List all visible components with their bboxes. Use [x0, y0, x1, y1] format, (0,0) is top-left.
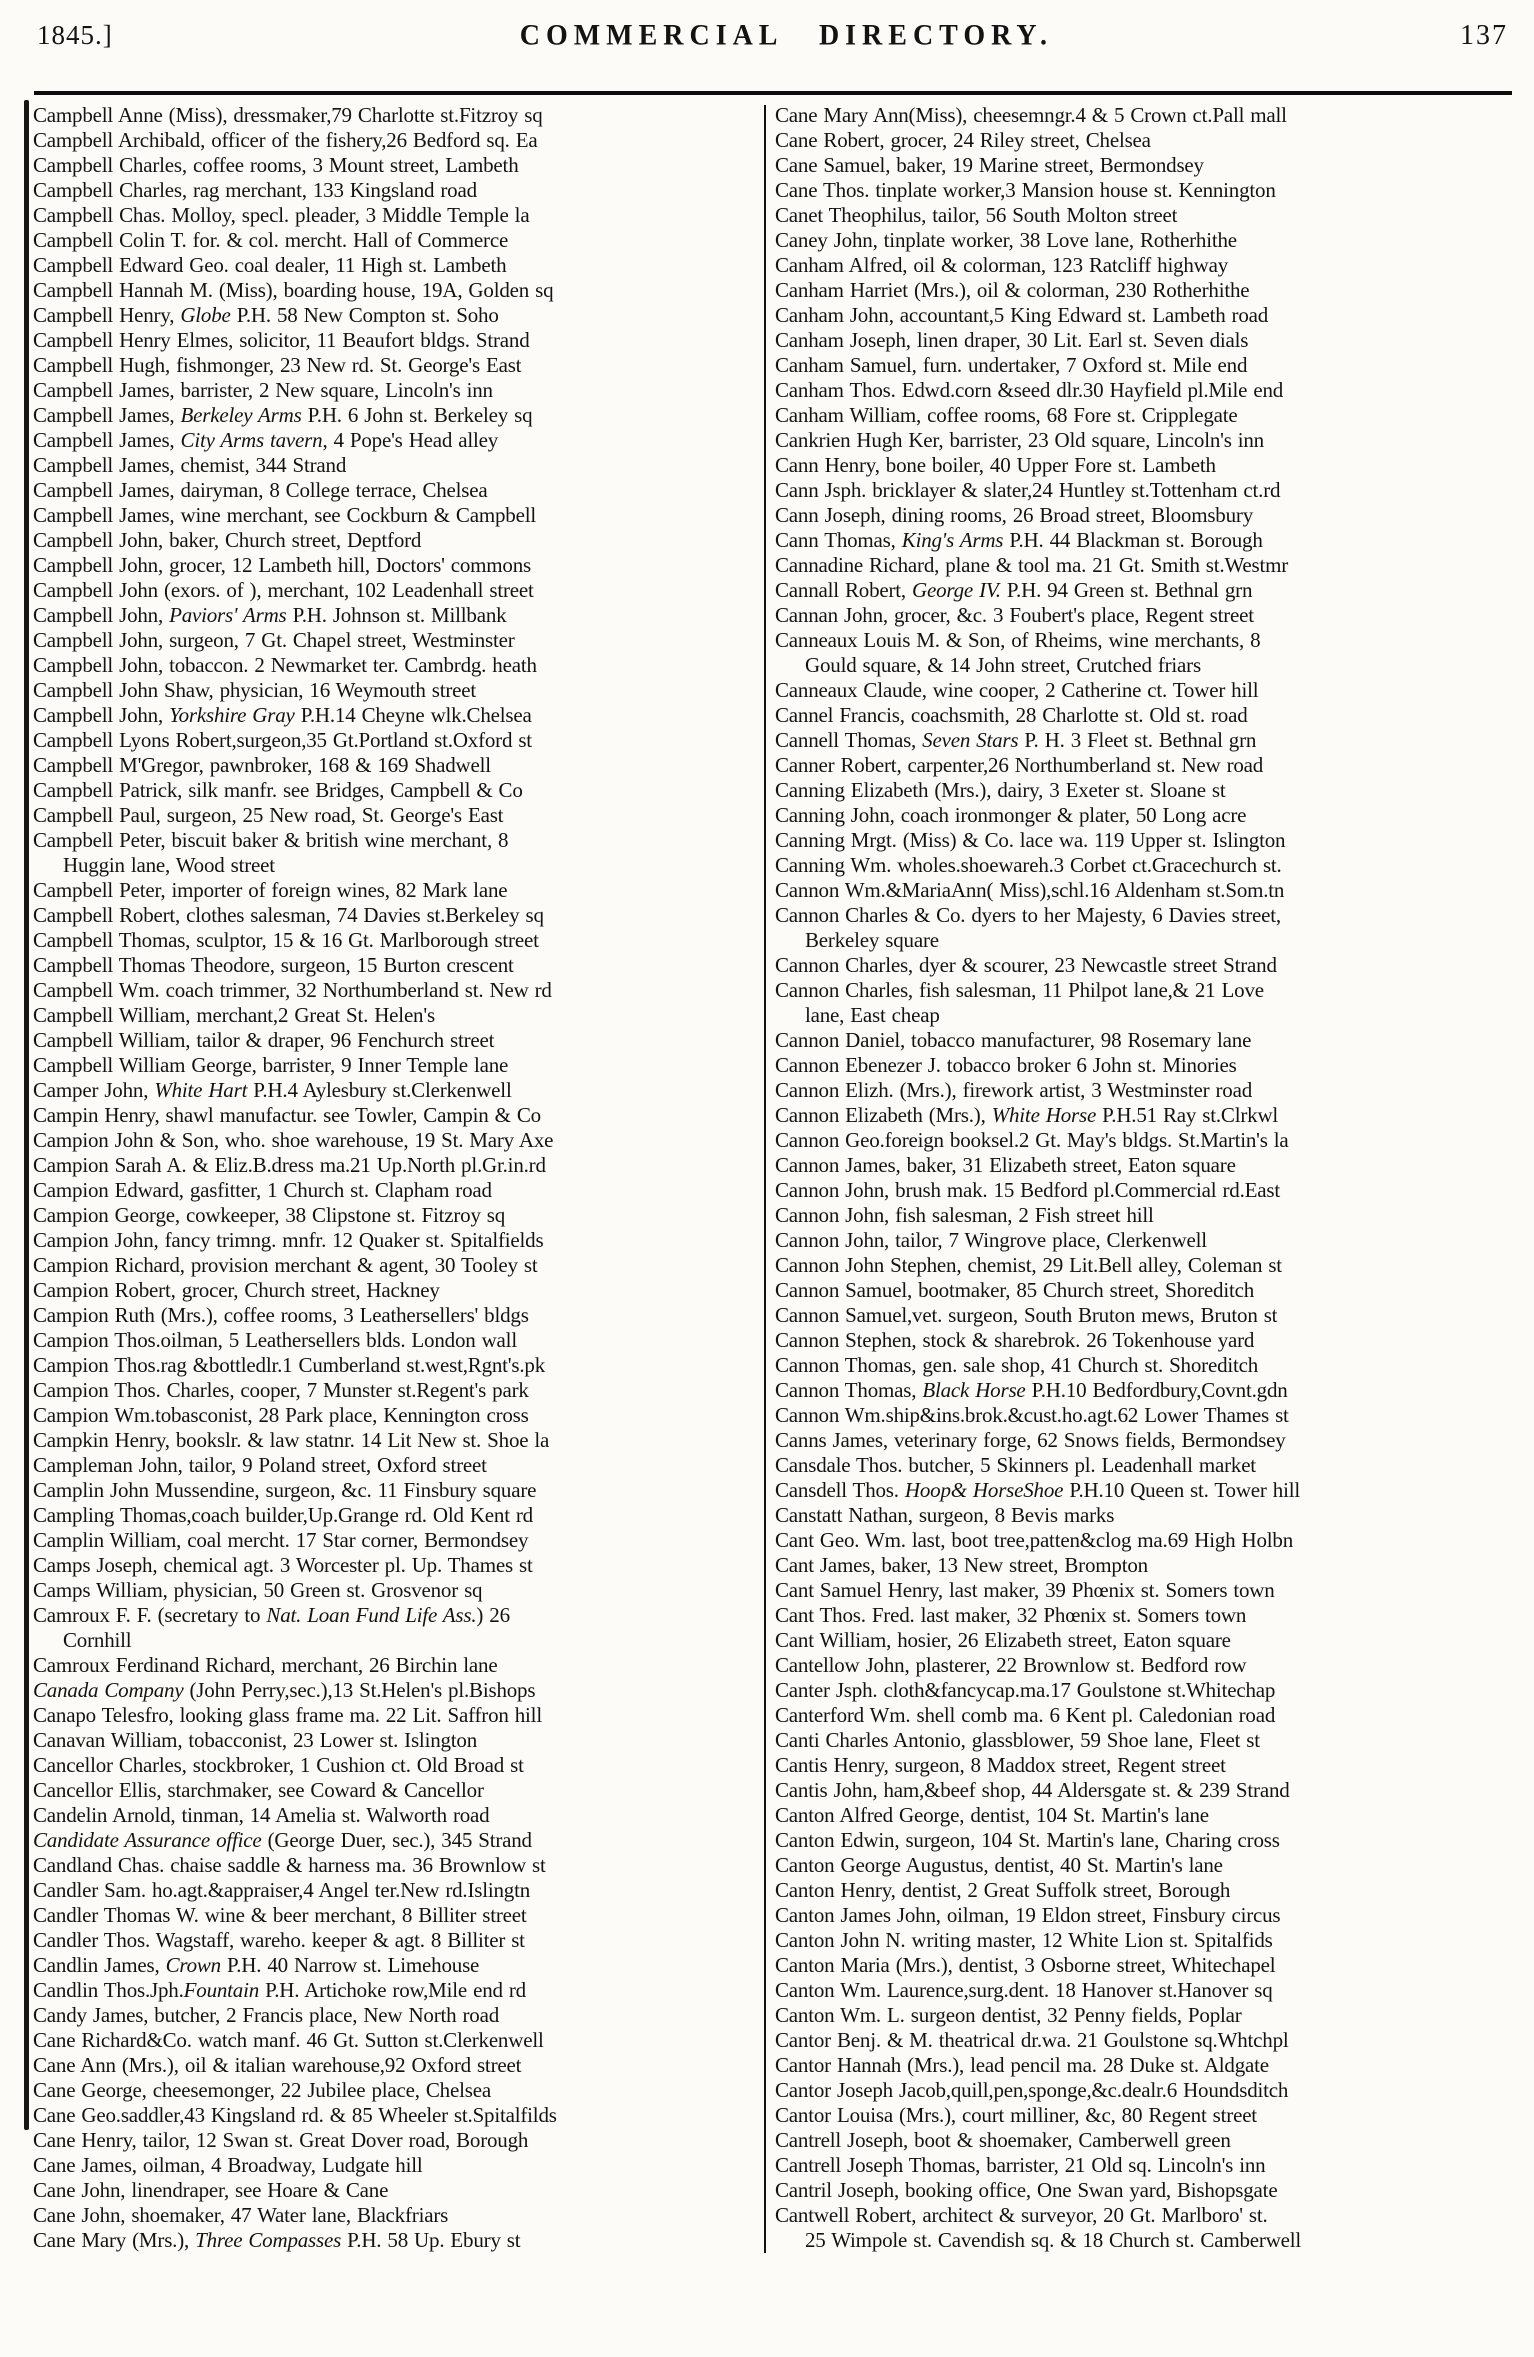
directory-entry: Cantwell Robert, architect & surveyor, 20 Gt. Marlboro' st.: [775, 2203, 1268, 2227]
directory-entry: lane, East cheap: [805, 1003, 940, 1027]
directory-entry: Camplin John Mussendine, surgeon, &c. 11 Finsbury square: [33, 1478, 537, 1502]
directory-entry: Canning John, coach ironmonger & plater, 50 Long acre: [775, 803, 1247, 827]
directory-entry: Cannon Samuel,vet. surgeon, South Bruton mews, Bruton st: [775, 1303, 1278, 1327]
directory-entry: Campbell Peter, importer of foreign wines, 82 Mark lane: [33, 878, 508, 902]
directory-entry: Cane Ann (Mrs.), oil & italian warehouse,92 Oxford street: [33, 2053, 522, 2077]
directory-entry: Campbell Lyons Robert,surgeon,35 Gt.Portland st.Oxford st: [33, 728, 532, 752]
directory-entry: Cancellor Charles, stockbroker, 1 Cushion ct. Old Broad st: [33, 1753, 524, 1777]
directory-entry: Cannon Elizh. (Mrs.), firework artist, 3 Westminster road: [775, 1078, 1253, 1102]
directory-entry: Canning Wm. wholes.shoewareh.3 Corbet ct.Gracechurch st.: [775, 853, 1282, 877]
directory-entry: Campbell James, chemist, 344 Strand: [33, 453, 347, 477]
directory-entry: Canner Robert, carpenter,26 Northumberland st. New road: [775, 753, 1264, 777]
directory-entry: Campkin Henry, bookslr. & law statnr. 14 Lit New st. Shoe la: [33, 1428, 550, 1452]
directory-entry: Campbell Anne (Miss), dressmaker,79 Charlotte st.Fitzroy sq: [33, 103, 543, 127]
directory-entry: Campbell Thomas, sculptor, 15 & 16 Gt. Marlborough street: [33, 928, 539, 952]
directory-entry: Cannon John, tailor, 7 Wingrove place, Clerkenwell: [775, 1228, 1207, 1252]
directory-entry: Campbell John (exors. of ), merchant, 102 Leadenhall street: [33, 578, 534, 602]
directory-entry: Cann Jsph. bricklayer & slater,24 Huntley st.Tottenham ct.rd: [775, 478, 1281, 502]
directory-entry: Candler Thomas W. wine & beer merchant, 8 Billiter street: [33, 1903, 527, 1927]
directory-entry: Cannon Samuel, bootmaker, 85 Church street, Shoreditch: [775, 1278, 1255, 1302]
directory-entry: Cann Thomas, King's Arms P.H. 44 Blackman st. Borough: [775, 528, 1263, 552]
directory-entry: Cannel Francis, coachsmith, 28 Charlotte st. Old st. road: [775, 703, 1248, 727]
directory-entry: Campbell William, merchant,2 Great St. Helen's: [33, 1003, 435, 1027]
directory-entry: Cane Robert, grocer, 24 Riley street, Chelsea: [775, 128, 1151, 152]
directory-entry: Campion Richard, provision merchant & agent, 30 Tooley st: [33, 1253, 538, 1277]
directory-entry: Campbell Robert, clothes salesman, 74 Davies st.Berkeley sq: [33, 903, 544, 927]
directory-entry: Cantor Hannah (Mrs.), lead pencil ma. 28 Duke st. Aldgate: [775, 2053, 1269, 2077]
directory-entry: Cane Samuel, baker, 19 Marine street, Bermondsey: [775, 153, 1204, 177]
directory-entry: Canton John N. writing master, 12 White Lion st. Spitalfids: [775, 1928, 1273, 1952]
directory-entry: Cansdale Thos. butcher, 5 Skinners pl. Leadenhall market: [775, 1453, 1256, 1477]
directory-entry: Cantril Joseph, booking office, One Swan yard, Bishopsgate: [775, 2178, 1278, 2202]
directory-entry: Cane Geo.saddler,43 Kingsland rd. & 85 Wheeler st.Spitalfilds: [33, 2103, 557, 2127]
directory-entry: Candidate Assurance office (George Duer, sec.), 345 Strand: [33, 1828, 532, 1852]
directory-entry: Cane Thos. tinplate worker,3 Mansion house st. Kennington: [775, 178, 1276, 202]
directory-entry: Cant James, baker, 13 New street, Brompton: [775, 1553, 1148, 1577]
directory-entry: Canton Alfred George, dentist, 104 St. Martin's lane: [775, 1803, 1209, 1827]
directory-entry: Cansdell Thos. Hoop& HorseShoe P.H.10 Queen st. Tower hill: [775, 1478, 1300, 1502]
directory-entry: Canet Theophilus, tailor, 56 South Molton street: [775, 203, 1178, 227]
directory-entry: Cannon Geo.foreign booksel.2 Gt. May's bldgs. St.Martin's la: [775, 1128, 1289, 1152]
directory-entry: Canterford Wm. shell comb ma. 6 Kent pl. Caledonian road: [775, 1703, 1276, 1727]
directory-entry: Camper John, White Hart P.H.4 Aylesbury st.Clerkenwell: [33, 1078, 512, 1102]
directory-entry: Campion Edward, gasfitter, 1 Church st. Clapham road: [33, 1178, 492, 1202]
directory-entry: Campion Robert, grocer, Church street, Hackney: [33, 1278, 440, 1302]
directory-entry: Canham Alfred, oil & colorman, 123 Ratcliff highway: [775, 253, 1229, 277]
directory-entry: Canham Joseph, linen draper, 30 Lit. Earl st. Seven dials: [775, 328, 1249, 352]
directory-entry: Cantellow John, plasterer, 22 Brownlow st. Bedford row: [775, 1653, 1247, 1677]
directory-entry: Cancellor Ellis, starchmaker, see Coward & Cancellor: [33, 1778, 484, 1802]
directory-entry: Candler Thos. Wagstaff, wareho. keeper & agt. 8 Billiter st: [33, 1928, 525, 1952]
directory-entry: Canter Jsph. cloth&fancycap.ma.17 Goulstone st.Whitechap: [775, 1678, 1276, 1702]
page-number: 137: [1459, 20, 1508, 51]
directory-entry: Canstatt Nathan, surgeon, 8 Bevis marks: [775, 1503, 1115, 1527]
directory-entry: Cannell Thomas, Seven Stars P. H. 3 Fleet st. Bethnal grn: [775, 728, 1257, 752]
directory-entry: Canneaux Louis M. & Son, of Rheims, wine merchants, 8: [775, 628, 1261, 652]
directory-entry: Cane Mary Ann(Miss), cheesemngr.4 & 5 Crown ct.Pall mall: [775, 103, 1287, 127]
directory-entry: Candler Sam. ho.agt.&appraiser,4 Angel ter.New rd.Islingtn: [33, 1878, 531, 1902]
scan-gutter-artifact: [24, 100, 29, 2130]
directory-entry: Campbell James, dairyman, 8 College terrace, Chelsea: [33, 478, 488, 502]
header-rule: [34, 91, 1512, 95]
directory-entry: Canti Charles Antonio, glassblower, 59 Shoe lane, Fleet st: [775, 1728, 1260, 1752]
directory-entry: Cankrien Hugh Ker, barrister, 23 Old square, Lincoln's inn: [775, 428, 1264, 452]
directory-entry: Campion Thos.oilman, 5 Leathersellers blds. London wall: [33, 1328, 517, 1352]
directory-entry: Camroux F. F. (secretary to Nat. Loan Fund Life Ass.) 26: [33, 1603, 510, 1627]
directory-entry: Canham Thos. Edwd.corn &seed dlr.30 Hayfield pl.Mile end: [775, 378, 1284, 402]
directory-entry: Campbell James, wine merchant, see Cockburn & Campbell: [33, 503, 536, 527]
directory-entry: Candy James, butcher, 2 Francis place, New North road: [33, 2003, 500, 2027]
directory-column-right: [775, 103, 1497, 2253]
directory-entry: Campbell Edward Geo. coal dealer, 11 High st. Lambeth: [33, 253, 507, 277]
directory-entry: Cannadine Richard, plane & tool ma. 21 Gt. Smith st.Westmr: [775, 553, 1289, 577]
directory-entry: Canton Wm. L. surgeon dentist, 32 Penny fields, Poplar: [775, 2003, 1242, 2027]
directory-entry: Cannon John, brush mak. 15 Bedford pl.Commercial rd.East: [775, 1178, 1280, 1202]
directory-entry: Canton Henry, dentist, 2 Great Suffolk street, Borough: [775, 1878, 1231, 1902]
directory-entry: Campin Henry, shawl manufactur. see Towler, Campin & Co: [33, 1103, 541, 1127]
directory-entry: Cannon Ebenezer J. tobacco broker 6 John st. Minories: [775, 1053, 1237, 1077]
directory-entry: Campbell John, Paviors' Arms P.H. Johnson st. Millbank: [33, 603, 507, 627]
directory-entry: Canton James John, oilman, 19 Eldon street, Finsbury circus: [775, 1903, 1281, 1927]
directory-entry: Candlin James, Crown P.H. 40 Narrow st. Limehouse: [33, 1953, 480, 1977]
directory-entry: Campion John, fancy trimng. mnfr. 12 Quaker st. Spitalfields: [33, 1228, 544, 1252]
directory-entry: Campbell James, City Arms tavern, 4 Pope's Head alley: [33, 428, 499, 452]
directory-entry: Canham John, accountant,5 King Edward st. Lambeth road: [775, 303, 1269, 327]
directory-entry: Cannall Robert, George IV. P.H. 94 Green st. Bethnal grn: [775, 578, 1253, 602]
directory-entry: Cornhill: [63, 1628, 132, 1652]
directory-entry: Cannon Thomas, gen. sale shop, 41 Church st. Shoreditch: [775, 1353, 1259, 1377]
directory-entry: Campbell John, surgeon, 7 Gt. Chapel street, Westminster: [33, 628, 515, 652]
directory-entry: Canham William, coffee rooms, 68 Fore st. Cripplegate: [775, 403, 1238, 427]
directory-entry: Cane Mary (Mrs.), Three Compasses P.H. 58 Up. Ebury st: [33, 2228, 521, 2252]
directory-entry: Campbell John, tobaccon. 2 Newmarket ter. Cambrdg. heath: [33, 653, 537, 677]
directory-entry: Berkeley square: [805, 928, 939, 952]
directory-entry: Cannon Stephen, stock & sharebrok. 26 Tokenhouse yard: [775, 1328, 1255, 1352]
directory-entry: Canham Harriet (Mrs.), oil & colorman, 230 Rotherhithe: [775, 278, 1250, 302]
directory-entry: Camps William, physician, 50 Green st. Grosvenor sq: [33, 1578, 483, 1602]
directory-entry: Caney John, tinplate worker, 38 Love lane, Rotherhithe: [775, 228, 1237, 252]
directory-entry: Cane John, shoemaker, 47 Water lane, Blackfriars: [33, 2203, 449, 2227]
directory-entry: Cantor Benj. & M. theatrical dr.wa. 21 Goulstone sq.Whtchpl: [775, 2028, 1289, 2052]
column-divider-rule: [764, 105, 766, 2253]
year-label: 1845.]: [37, 20, 113, 50]
directory-entry: Cannon Thomas, Black Horse P.H.10 Bedfordbury,Covnt.gdn: [775, 1378, 1288, 1402]
directory-entry: Cannon Wm.ship&ins.brok.&cust.ho.agt.62 Lower Thames st: [775, 1403, 1289, 1427]
directory-entry: Camps Joseph, chemical agt. 3 Worcester pl. Up. Thames st: [33, 1553, 533, 1577]
directory-entry: Canham Samuel, furn. undertaker, 7 Oxford st. Mile end: [775, 353, 1248, 377]
directory-entry: Campbell Henry, Globe P.H. 58 New Compton st. Soho: [33, 303, 499, 327]
directory-columns: [33, 103, 1516, 2253]
directory-entry: Campbell William, tailor & draper, 96 Fenchurch street: [33, 1028, 495, 1052]
directory-entry: Cantrell Joseph Thomas, barrister, 21 Old sq. Lincoln's inn: [775, 2153, 1266, 2177]
directory-entry: Canneaux Claude, wine cooper, 2 Catherine ct. Tower hill: [775, 678, 1259, 702]
directory-entry: Canapo Telesfro, looking glass frame ma. 22 Lit. Saffron hill: [33, 1703, 542, 1727]
directory-entry: Campbell Peter, biscuit baker & british wine merchant, 8: [33, 828, 509, 852]
directory-entry: Candlin Thos.Jph.Fountain P.H. Artichoke row,Mile end rd: [33, 1978, 526, 2002]
directory-entry: Campbell Thomas Theodore, surgeon, 15 Burton crescent: [33, 953, 514, 977]
directory-entry: Cane George, cheesemonger, 22 Jubilee place, Chelsea: [33, 2078, 491, 2102]
directory-entry: Cant Samuel Henry, last maker, 39 Phœnix st. Somers town: [775, 1578, 1275, 1602]
directory-entry: Cane John, linendraper, see Hoare & Cane: [33, 2178, 389, 2202]
directory-entry: Cantis Henry, surgeon, 8 Maddox street, Regent street: [775, 1753, 1226, 1777]
directory-entry: Candelin Arnold, tinman, 14 Amelia st. Walworth road: [33, 1803, 490, 1827]
directory-entry: Cann Henry, bone boiler, 40 Upper Fore st. Lambeth: [775, 453, 1216, 477]
directory-entry: Campbell Wm. coach trimmer, 32 Northumberland st. New rd: [33, 978, 552, 1002]
directory-entry: Cannon Daniel, tobacco manufacturer, 98 Rosemary lane: [775, 1028, 1252, 1052]
directory-entry: Cantor Joseph Jacob,quill,pen,sponge,&c.dealr.6 Houndsditch: [775, 2078, 1289, 2102]
directory-entry: Campion Thos.rag &bottledlr.1 Cumberland st.west,Rgnt's.pk: [33, 1353, 546, 1377]
directory-entry: Campbell John, Yorkshire Gray P.H.14 Cheyne wlk.Chelsea: [33, 703, 532, 727]
directory-entry: Campbell John Shaw, physician, 16 Weymouth street: [33, 678, 477, 702]
directory-entry: Campbell Archibald, officer of the fishery,26 Bedford sq. Ea: [33, 128, 538, 152]
directory-entry: Campling Thomas,coach builder,Up.Grange rd. Old Kent rd: [33, 1503, 533, 1527]
directory-entry: Campion Thos. Charles, cooper, 7 Munster st.Regent's park: [33, 1378, 529, 1402]
directory-column-left: [33, 103, 755, 2253]
directory-entry: Campbell Chas. Molloy, specl. pleader, 3 Middle Temple la: [33, 203, 530, 227]
directory-entry: Cant Geo. Wm. last, boot tree,patten&clog ma.69 High Holbn: [775, 1528, 1293, 1552]
directory-entry: Campbell Charles, coffee rooms, 3 Mount street, Lambeth: [33, 153, 519, 177]
directory-entry: Cannon Elizabeth (Mrs.), White Horse P.H.51 Ray st.Clrkwl: [775, 1103, 1279, 1127]
directory-entry: Cane Henry, tailor, 12 Swan st. Great Dover road, Borough: [33, 2128, 529, 2152]
directory-entry: Camroux Ferdinand Richard, merchant, 26 Birchin lane: [33, 1653, 498, 1677]
directory-entry: Campion Ruth (Mrs.), coffee rooms, 3 Leathersellers' bldgs: [33, 1303, 529, 1327]
directory-entry: Cantis John, ham,&beef shop, 44 Aldersgate st. & 239 Strand: [775, 1778, 1290, 1802]
directory-entry: Campbell William George, barrister, 9 Inner Temple lane: [33, 1053, 509, 1077]
directory-entry: Campbell Charles, rag merchant, 133 Kingsland road: [33, 178, 477, 202]
directory-entry: Campbell Hannah M. (Miss), boarding house, 19A, Golden sq: [33, 278, 554, 302]
directory-entry: Canton Maria (Mrs.), dentist, 3 Osborne street, Whitechapel: [775, 1953, 1276, 1977]
directory-entry: Canning Mrgt. (Miss) & Co. lace wa. 119 Upper st. Islington: [775, 828, 1286, 852]
directory-entry: Campbell John, grocer, 12 Lambeth hill, Doctors' commons: [33, 553, 531, 577]
directory-entry: Cantrell Joseph, boot & shoemaker, Camberwell green: [775, 2128, 1231, 2152]
directory-entry: Campleman John, tailor, 9 Poland street, Oxford street: [33, 1453, 487, 1477]
directory-entry: Cannon Wm.&MariaAnn( Miss),schl.16 Aldenham st.Som.tn: [775, 878, 1285, 902]
directory-entry: Cann Joseph, dining rooms, 26 Broad street, Bloomsbury: [775, 503, 1254, 527]
directory-entry: Cant Thos. Fred. last maker, 32 Phœnix st. Somers town: [775, 1603, 1247, 1627]
directory-entry: Campbell Patrick, silk manfr. see Bridges, Campbell & Co: [33, 778, 523, 802]
directory-entry: Cannon John, fish salesman, 2 Fish street hill: [775, 1203, 1154, 1227]
directory-entry: Cannon James, baker, 31 Elizabeth street, Eaton square: [775, 1153, 1236, 1177]
directory-entry: Canns James, veterinary forge, 62 Snows fields, Bermondsey: [775, 1428, 1286, 1452]
directory-entry: Campion John & Son, who. shoe warehouse, 19 St. Mary Axe: [33, 1128, 554, 1152]
directory-entry: Candland Chas. chaise saddle & harness ma. 36 Brownlow st: [33, 1853, 546, 1877]
directory-entry: Campbell Colin T. for. & col. mercht. Hall of Commerce: [33, 228, 509, 252]
directory-entry: Cantor Louisa (Mrs.), court milliner, &c, 80 Regent street: [775, 2103, 1257, 2127]
page-title: COMMERCIAL DIRECTORY.: [519, 19, 1054, 52]
directory-entry: Campbell Henry Elmes, solicitor, 11 Beaufort bldgs. Strand: [33, 328, 530, 352]
directory-entry: Canada Company (John Perry,sec.),13 St.Helen's pl.Bishops: [33, 1678, 536, 1702]
directory-entry: Canning Elizabeth (Mrs.), dairy, 3 Exeter st. Sloane st: [775, 778, 1226, 802]
directory-entry: Campion George, cowkeeper, 38 Clipstone st. Fitzroy sq: [33, 1203, 506, 1227]
directory-entry: Campbell M'Gregor, pawnbroker, 168 & 169 Shadwell: [33, 753, 491, 777]
directory-entry: Canton Edwin, surgeon, 104 St. Martin's lane, Charing cross: [775, 1828, 1280, 1852]
directory-entry: 25 Wimpole st. Cavendish sq. & 18 Church st. Camberwell: [805, 2228, 1302, 2252]
directory-entry: Canton Wm. Laurence,surg.dent. 18 Hanover st.Hanover sq: [775, 1978, 1273, 2002]
directory-entry: Gould square, & 14 John street, Crutched friars: [805, 653, 1201, 677]
page-header: [37, 20, 1508, 52]
directory-entry: Campbell James, Berkeley Arms P.H. 6 John st. Berkeley sq: [33, 403, 533, 427]
directory-entry: Camplin William, coal mercht. 17 Star corner, Bermondsey: [33, 1528, 529, 1552]
directory-entry: Campbell Paul, surgeon, 25 New road, St. George's East: [33, 803, 504, 827]
directory-entry: Cannon Charles, fish salesman, 11 Philpot lane,& 21 Love: [775, 978, 1264, 1002]
directory-entry: Huggin lane, Wood street: [63, 853, 275, 877]
directory-entry: Campbell James, barrister, 2 New square, Lincoln's inn: [33, 378, 493, 402]
directory-entry: Canavan William, tobacconist, 23 Lower st. Islington: [33, 1728, 478, 1752]
directory-entry: Cannon Charles, dyer & scourer, 23 Newcastle street Strand: [775, 953, 1277, 977]
directory-entry: Cannon John Stephen, chemist, 29 Lit.Bell alley, Coleman st: [775, 1253, 1282, 1277]
directory-entry: Campbell John, baker, Church street, Deptford: [33, 528, 422, 552]
directory-entry: Campbell Hugh, fishmonger, 23 New rd. St. George's East: [33, 353, 522, 377]
directory-entry: Campion Sarah A. & Eliz.B.dress ma.21 Up.North pl.Gr.in.rd: [33, 1153, 546, 1177]
directory-entry: Cane Richard&Co. watch manf. 46 Gt. Sutton st.Clerkenwell: [33, 2028, 544, 2052]
directory-entry: Cannan John, grocer, &c. 3 Foubert's place, Regent street: [775, 603, 1254, 627]
directory-entry: Cane James, oilman, 4 Broadway, Ludgate hill: [33, 2153, 423, 2177]
directory-entry: Cannon Charles & Co. dyers to her Majesty, 6 Davies street,: [775, 903, 1281, 927]
directory-entry: Canton George Augustus, dentist, 40 St. Martin's lane: [775, 1853, 1223, 1877]
directory-entry: Cant William, hosier, 26 Elizabeth street, Eaton square: [775, 1628, 1231, 1652]
directory-entry: Campion Wm.tobasconist, 28 Park place, Kennington cross: [33, 1403, 529, 1427]
